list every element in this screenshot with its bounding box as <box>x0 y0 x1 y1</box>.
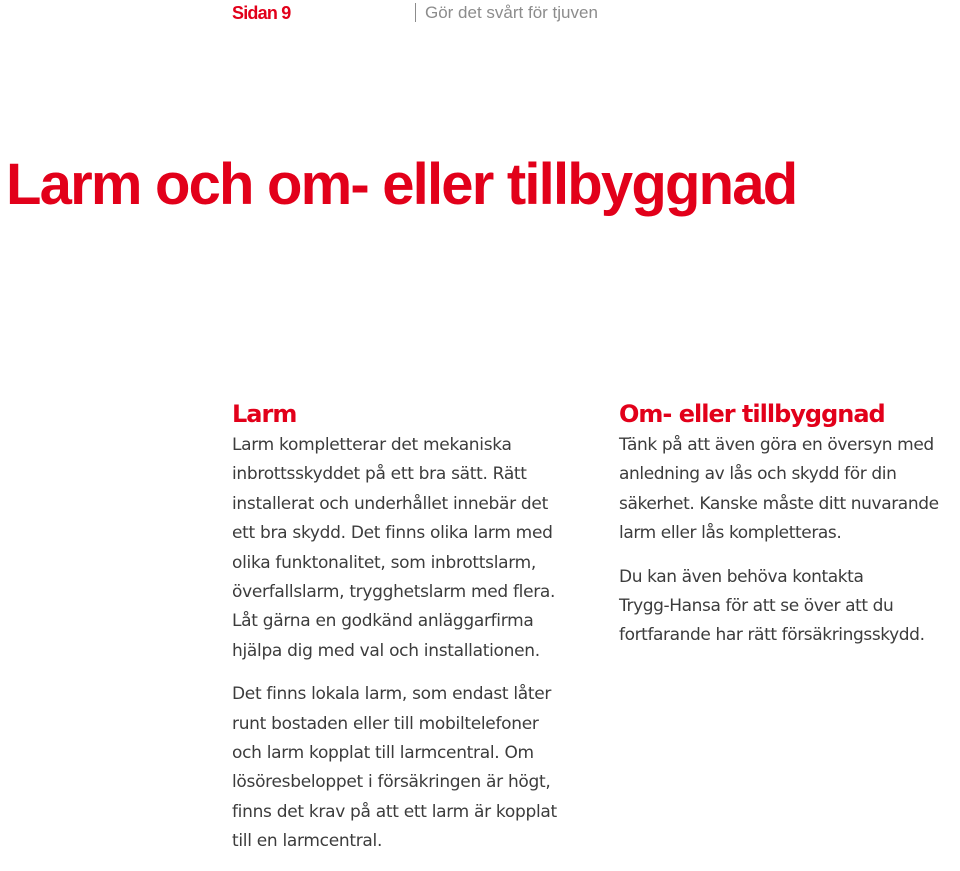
tillbyggnad-heading: Om- eller tillbyggnad <box>619 400 885 428</box>
header-divider <box>415 3 416 22</box>
tillbyggnad-paragraph-2: Du kan även behöva kontakta Trygg-Hansa för att se över att du fortfarande har rätt försäkringsskydd. <box>619 566 925 646</box>
larm-paragraph-2: Det finns lokala larm, som endast låter runt bostaden eller till mobiltelefoner och larm kopplat till larmcentral. Om lösöresbeloppet i försäkringen är högt, finns det krav på att ett larm är kopplat till en larmcentral. <box>232 684 557 852</box>
larm-section <box>232 398 592 871</box>
page-number: Sidan 9 <box>232 3 291 23</box>
section-title: Gör det svårt för tjuven <box>425 3 598 22</box>
tillbyggnad-paragraph-1: Tänk på att även göra en översyn med anledning av lås och skydd för din säkerhet. Kanske måste ditt nuvarande larm eller lås kompletteras. <box>619 435 939 544</box>
tillbyggnad-section <box>619 398 960 665</box>
larm-paragraph-1: Larm kompletterar det mekaniska inbrottsskyddet på ett bra sätt. Rätt installerat och underhållet innebär det ett bra skydd. Det finns olika larm med olika funktonalitet, som inbrottslarm, överfallslarm, trygghetslarm med flera. Låt gärna en godkänd anläggarfirma hjälpa dig med val och installationen. <box>232 435 556 661</box>
larm-heading: Larm <box>232 400 297 428</box>
page-title: Larm och om- eller tillbyggnad <box>6 152 797 217</box>
